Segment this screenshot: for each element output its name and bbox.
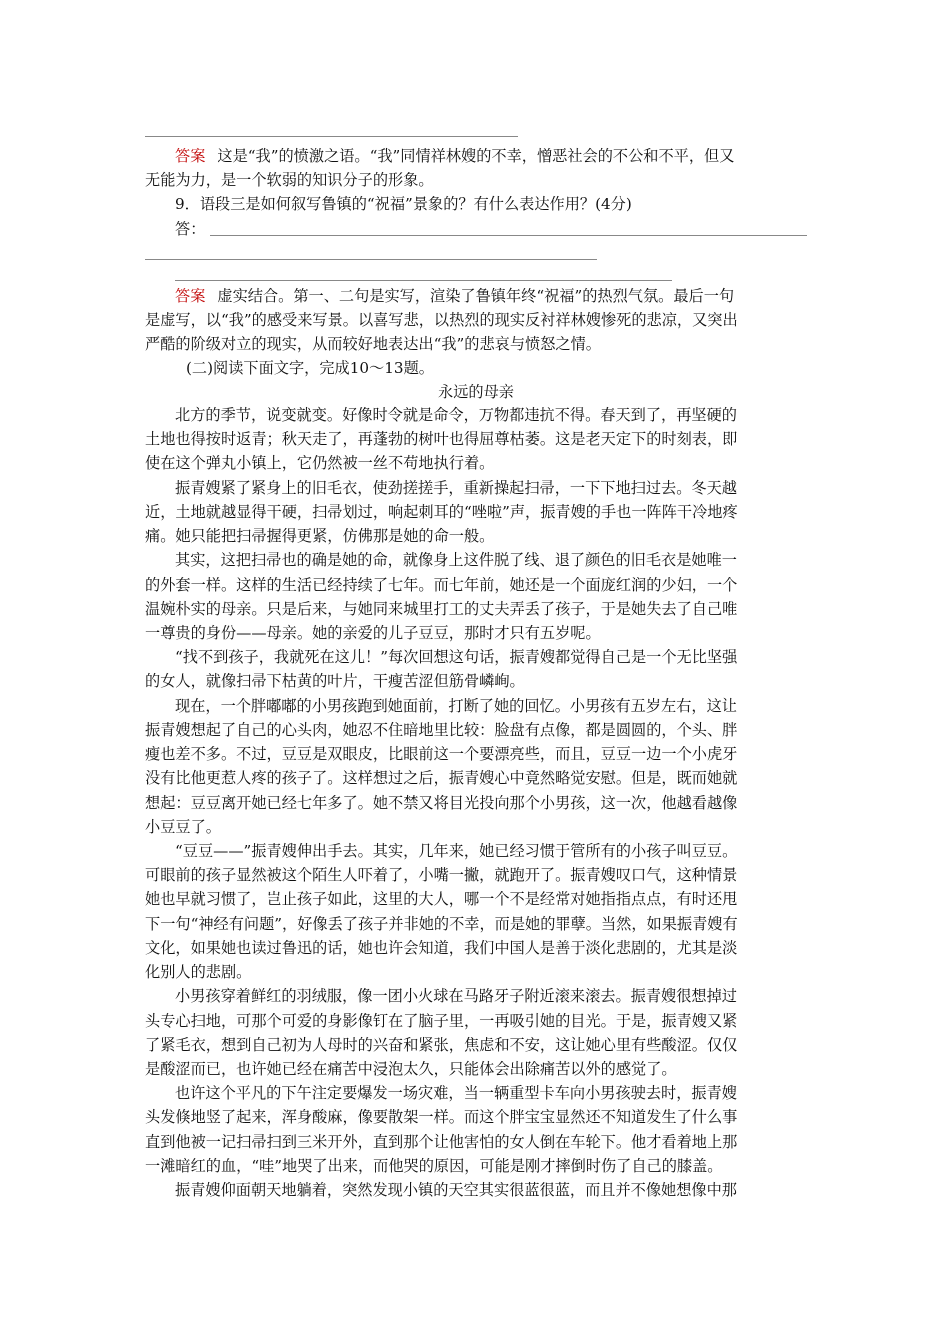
answer-1-line-2: 无能为力，是一个软弱的知识分子的形象。	[145, 171, 434, 189]
story-title: 永远的母亲	[438, 383, 514, 401]
story-line: 现在，一个胖嘟嘟的小男孩跑到她面前，打断了她的回忆。小男孩有五岁左右，这让	[175, 696, 737, 715]
story-line: 的女人，就像扫帚下枯黄的叶片，干瘦苦涩但筋骨嶙峋。	[145, 672, 525, 691]
story-line: 小豆豆了。	[145, 817, 221, 836]
story-line: 下一句“神经有问题”，好像丢了孩子并非她的不幸，而是她的罪孽。当然，如果振青嫂有	[145, 914, 738, 933]
answer-label: 答案	[175, 147, 206, 165]
story-line: 使在这个弹丸小镇上，它仍然被一丝不苟地执行着。	[145, 454, 495, 473]
story-line: 一滩暗红的血，“哇”地哭了出来，而他哭的原因，可能是刚才摔倒时伤了自己的膝盖。	[145, 1156, 723, 1175]
story-line: 痛。她只能把扫帚握得更紧，仿佛那是她的命一般。	[145, 527, 495, 546]
story-line: 小男孩穿着鲜红的羽绒服，像一团小火球在马路牙子附近滚来滚去。振青嫂很想掉过	[175, 987, 737, 1006]
story-line: 直到他被一记扫帚扫到三米开外，直到那个让他害怕的女人倒在车轮下。他才看着地上那	[145, 1132, 738, 1151]
story-line: 一尊贵的身份——母亲。她的亲爱的儿子豆豆，那时才只有五岁呢。	[145, 624, 601, 642]
answer-rule	[145, 259, 597, 260]
story-line: 振青嫂仰面朝天地躺着，突然发现小镇的天空其实很蓝很蓝，而且并不像她想像中那	[175, 1181, 737, 1199]
story-line: 其实，这把扫帚也的确是她的命，就像身上这件脱了线、退了颜色的旧毛衣是她唯一	[175, 551, 737, 570]
story-line: 振青嫂想起了自己的心头肉，她忍不住暗地里比较：脸盘有点像，都是圆圆的，个头、胖	[145, 720, 738, 739]
answer-rule	[175, 280, 672, 281]
answer-2-line-2: 是虚写，以“我”的感受来写景。以喜写悲，以热烈的现实反衬祥林嫂惨死的悲凉，又突出	[145, 311, 738, 329]
story-line: 土地也得按时返青；秋天走了，再蓬勃的树叶也得屈尊枯萎。这是老天定下的时刻表，即	[145, 430, 738, 449]
answer-label: 答案	[175, 287, 206, 305]
story-line: 可眼前的孩子显然被这个陌生人吓着了，小嘴一撇，就跑开了。振青嫂叹口气，这种情景	[145, 866, 738, 885]
answer-2-line-3: 严酷的阶级对立的现实，从而较好地表达出“我”的悲哀与愤怒之情。	[145, 335, 601, 353]
answer-2-line-1: 答案 虚实结合。第一、二句是实写，渲染了鲁镇年终“祝福”的热烈气氛。最后一句	[175, 287, 735, 305]
answer-prompt: 答：	[175, 220, 206, 238]
story-line: 振青嫂紧了紧身上的旧毛衣，使劲搓搓手，重新操起扫帚，一下下地扫过去。冬天越	[175, 478, 737, 497]
question-9: 9．语段三是如何叙写鲁镇的“祝福”景象的？有什么表达作用？(4分)	[175, 195, 632, 213]
story-line: 近，土地就越显得干硬，扫帚划过，响起刺耳的“唑啦”声，振青嫂的手也一阵阵干冷地疼	[145, 502, 738, 521]
story-line: “找不到孩子，我就死在这儿！”每次回想这句话，振青嫂都觉得自己是一个无比坚强	[175, 648, 738, 667]
story-line: “豆豆——”振青嫂伸出手去。其实，几年来，她已经习惯于管所有的小孩子叫豆豆。	[175, 842, 738, 860]
section-heading: (二)阅读下面文字，完成10～13题。	[186, 359, 434, 377]
story-line: 也许这个平凡的下午注定要爆发一场灾难，当一辆重型卡车向小男孩驶去时，振青嫂	[175, 1084, 737, 1103]
story-line: 想起：豆豆离开她已经七年多了。她不禁又将目光投向那个小男孩，这一次，他越看越像	[145, 793, 738, 812]
story-line: 瘦也差不多。不过，豆豆是双眼皮，比眼前这一个要漂亮些，而且，豆豆一边一个小虎牙	[145, 745, 738, 764]
story-line: 没有比他更惹人疼的孩子了。这样想过之后，振青嫂心中竟然略觉安慰。但是，既而她就	[145, 769, 738, 788]
story-line: 化别人的悲剧。	[145, 963, 252, 982]
story-line: 文化，如果她也读过鲁迅的话，她也许会知道，我们中国人是善于淡化悲剧的，尤其是淡	[145, 938, 738, 957]
answer-rule	[210, 235, 807, 236]
story-line: 头专心扫地，可那个可爱的身影像钉在了脑子里，一再吸引她的目光。于是，振青嫂又紧	[145, 1011, 738, 1030]
story-line: 是酸涩而已，也许她已经在痛苦中浸泡太久，只能体会出除痛苦以外的感觉了。	[145, 1059, 677, 1078]
story-line: 温婉朴实的母亲。只是后来，与她同来城里打工的丈夫弄丢了孩子，于是她失去了自己唯	[145, 599, 738, 618]
story-line: 了紧毛衣，想到自己初为人母时的兴奋和紧张，焦虑和不安，这让她心里有些酸涩。仅仅	[145, 1035, 738, 1054]
story-line: 的外套一样。这样的生活已经持续了七年。而七年前，她还是一个面庞红润的少妇，一个	[145, 575, 738, 594]
answer-rule	[145, 136, 518, 137]
answer-1-line-1: 答案 这是“我”的愤激之语。“我”同情祥林嫂的不幸，憎恶社会的不公和不平，但又	[175, 147, 735, 165]
story-line: 她也早就习惯了，岂止孩子如此，这里的大人，哪一个不是经常对她指指点点，有时还甩	[145, 890, 738, 909]
story-line: 北方的季节，说变就变。好像时令就是命令，万物都违抗不得。春天到了，再坚硬的	[175, 406, 737, 424]
story-line: 头发倏地竖了起来，浑身酸麻，像要散架一样。而这个胖宝宝显然还不知道发生了什么事	[145, 1108, 738, 1127]
